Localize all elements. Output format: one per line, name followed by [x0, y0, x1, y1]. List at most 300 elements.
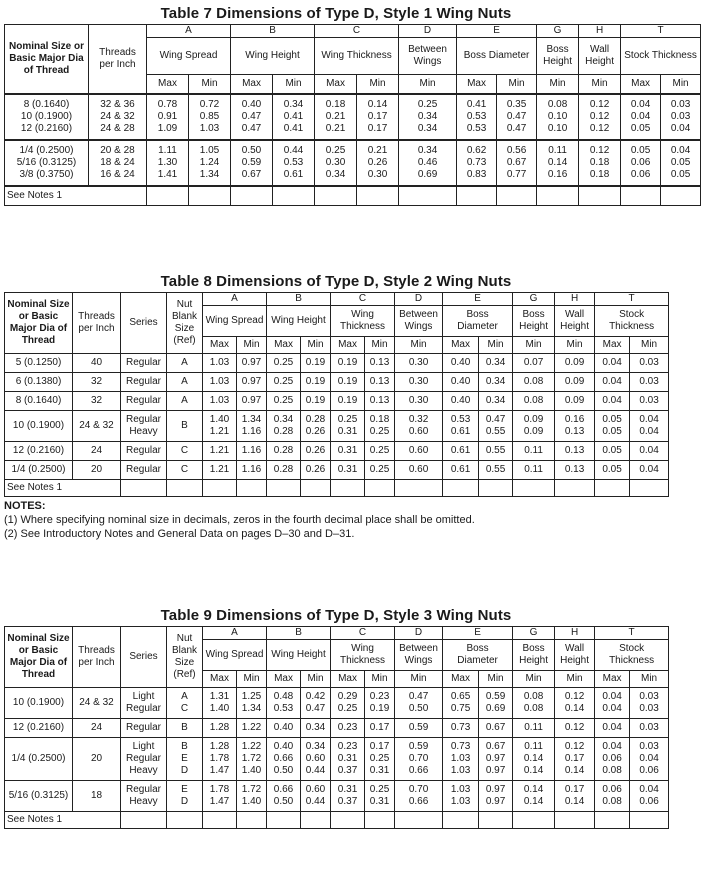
note-1: (1) Where specifying nominal size in decimals, zeros in the fourth decimal place shall be omitted.: [4, 514, 475, 526]
cell-value: 0.34: [325, 169, 346, 180]
table-row: [5, 719, 669, 738]
threads-cell: [89, 140, 147, 186]
dim-cell: 0.04: [630, 442, 669, 461]
dim-cell: 0.73 1.03 1.03: [443, 738, 479, 781]
max-min-label: Max: [267, 337, 301, 354]
empty-cell: [167, 812, 203, 829]
cell-value: 0.47: [241, 111, 262, 122]
dim-cell: 0.34: [479, 354, 513, 373]
dim-cell: 0.40 0.66 0.50: [267, 738, 301, 781]
dim-cell: 0.25: [365, 461, 395, 480]
dim-cell: 1.72 1.40: [237, 781, 267, 812]
dim-cell: 0.47 0.50: [395, 688, 443, 719]
cell-value: 0.34: [417, 123, 438, 134]
dim-cell: 1.40 1.21: [203, 411, 237, 442]
dim-name-1: Wing Height: [267, 640, 331, 671]
cell-value: 0.12: [589, 123, 610, 134]
size-cell: 10 (0.1900): [5, 688, 73, 719]
cell-value: 0.21: [325, 123, 346, 134]
max-min-label: Min: [365, 671, 395, 688]
dim-cell: 0.34 0.28: [267, 411, 301, 442]
dim-cell: 0.03 0.03: [630, 688, 669, 719]
empty-cell: [301, 812, 331, 829]
dim-name-0: Wing Spread: [203, 306, 267, 337]
dim-cell: [457, 140, 497, 186]
empty-cell: [267, 812, 301, 829]
notes-row: [5, 480, 669, 497]
dim-cell: 0.19: [301, 373, 331, 392]
max-min-label: Min: [189, 75, 231, 95]
dim-cell: 0.03: [630, 392, 669, 411]
dim-cell: 0.61: [443, 461, 479, 480]
table-row: [5, 373, 669, 392]
dim-cell: 1.16: [237, 442, 267, 461]
table-row: [5, 354, 669, 373]
dim-name-6: Wall Height: [555, 306, 595, 337]
dim-cell: 0.47 0.55: [479, 411, 513, 442]
dim-cell: 0.13: [365, 354, 395, 373]
size-cell: 1/4 (0.2500): [5, 461, 73, 480]
cell-value: 0.17: [367, 111, 388, 122]
empty-cell: [443, 812, 479, 829]
blank-size-cell: A C: [167, 688, 203, 719]
max-min-label: Max: [231, 75, 273, 95]
cell-value: 0.34: [283, 99, 304, 110]
dim-letter-6: H: [555, 627, 595, 640]
max-min-label: Min: [237, 337, 267, 354]
cell-value: 12 (0.2160): [20, 123, 73, 134]
dim-cell: 0.04: [595, 719, 630, 738]
max-min-label: Min: [301, 671, 331, 688]
max-min-label: Max: [595, 671, 630, 688]
dim-cell: 0.03: [630, 373, 669, 392]
empty-cell: [457, 186, 497, 206]
empty-cell: [661, 186, 701, 206]
blank-size-cell: A: [167, 354, 203, 373]
cell-value: 1.41: [157, 169, 178, 180]
max-min-label: Min: [555, 671, 595, 688]
dim-name-2: Wing Thickness: [331, 640, 395, 671]
dim-cell: 0.60 0.44: [301, 781, 331, 812]
dim-cell: 0.05: [595, 461, 630, 480]
dim-cell: [231, 94, 273, 140]
cell-value: 1.09: [157, 123, 178, 134]
dim-cell: 0.40: [267, 719, 301, 738]
dim-name-3: Between Wings: [395, 640, 443, 671]
cell-value: 0.44: [283, 145, 304, 156]
dim-cell: 0.30: [395, 354, 443, 373]
dim-cell: 0.28: [267, 442, 301, 461]
cell-value: 0.77: [506, 169, 527, 180]
cell-value: 0.35: [506, 99, 527, 110]
empty-cell: [203, 480, 237, 497]
threads-cell: 24 & 32: [73, 411, 121, 442]
empty-cell: [395, 480, 443, 497]
series-cell: Regular: [121, 461, 167, 480]
empty-cell: [203, 812, 237, 829]
dim-cell: 0.08: [513, 373, 555, 392]
dim-cell: 0.48 0.53: [267, 688, 301, 719]
cell-value: 0.04: [670, 123, 691, 134]
notes-row: [5, 812, 669, 829]
dim-cell: [497, 140, 537, 186]
cell-value: 0.12: [589, 145, 610, 156]
dim-cell: 0.25: [267, 373, 301, 392]
cell-value: 1.34: [199, 169, 220, 180]
cell-value: 0.12: [589, 99, 610, 110]
dim-cell: [357, 140, 399, 186]
max-min-label: Min: [661, 75, 701, 95]
dim-letter-0: A: [147, 25, 231, 38]
max-min-label: Max: [203, 337, 237, 354]
cell-value: 0.05: [670, 169, 691, 180]
dim-cell: 0.03 0.04 0.06: [630, 738, 669, 781]
size-cell: 6 (0.1380): [5, 373, 73, 392]
dim-cell: 0.11 0.14 0.14: [513, 738, 555, 781]
dim-cell: 0.34: [479, 392, 513, 411]
cell-value: 10 (0.1900): [20, 111, 73, 122]
series-cell: Regular Heavy: [121, 411, 167, 442]
dim-letter-7: T: [595, 293, 669, 306]
empty-cell: [595, 480, 630, 497]
series-cell: Light Regular Heavy: [121, 738, 167, 781]
dim-cell: [231, 140, 273, 186]
threads-cell: 18: [73, 781, 121, 812]
max-min-label: Min: [399, 75, 457, 95]
dim-cell: [457, 94, 497, 140]
cell-value: 3/8 (0.3750): [19, 169, 74, 180]
dim-cell: 0.08: [513, 392, 555, 411]
size-header: Nominal Size or Basic Major Dia of Thread: [5, 25, 89, 95]
table-9-block: [4, 606, 668, 829]
dim-cell: 0.09: [555, 354, 595, 373]
max-min-label: Min: [579, 75, 621, 95]
dim-cell: 0.04 0.06 0.08: [595, 738, 630, 781]
max-min-label: Max: [315, 75, 357, 95]
size-cell: 5 (0.1250): [5, 354, 73, 373]
cell-value: 0.25: [417, 99, 438, 110]
max-min-label: Min: [479, 337, 513, 354]
dim-cell: 1.22 1.72 1.40: [237, 738, 267, 781]
dim-letter-0: A: [203, 627, 267, 640]
cell-value: 0.11: [548, 145, 567, 156]
dim-name-5: Boss Height: [537, 38, 579, 75]
cell-value: 0.14: [547, 157, 568, 168]
cell-value: 0.61: [283, 169, 304, 180]
empty-cell: [237, 480, 267, 497]
cell-value: 0.59: [241, 157, 262, 168]
dim-cell: [273, 94, 315, 140]
dim-name-7: Stock Thickness: [595, 306, 669, 337]
cell-value: 1.11: [158, 145, 177, 156]
dim-cell: [621, 140, 661, 186]
series-cell: Regular: [121, 373, 167, 392]
cell-value: 0.34: [417, 111, 438, 122]
dim-letter-6: H: [555, 293, 595, 306]
max-min-label: Min: [630, 671, 669, 688]
dim-letter-5: G: [513, 627, 555, 640]
dim-cell: [147, 94, 189, 140]
threads-cell: [89, 94, 147, 140]
see-notes: See Notes 1: [5, 186, 147, 206]
max-min-label: Min: [630, 337, 669, 354]
dim-cell: 0.34 0.60 0.44: [301, 738, 331, 781]
notes-row: [5, 186, 701, 206]
max-min-label: Min: [365, 337, 395, 354]
dim-cell: 0.04 0.04: [595, 688, 630, 719]
cell-value: 0.06: [630, 157, 651, 168]
size-cell: 10 (0.1900): [5, 411, 73, 442]
table-row: [5, 411, 669, 442]
cell-value: 0.12: [589, 111, 610, 122]
dim-cell: 0.67: [479, 719, 513, 738]
dim-cell: 1.03: [203, 392, 237, 411]
dim-cell: 1.21: [203, 461, 237, 480]
dim-cell: 0.25: [267, 354, 301, 373]
max-min-label: Min: [357, 75, 399, 95]
dim-cell: 0.97: [237, 392, 267, 411]
dim-cell: 0.31: [331, 461, 365, 480]
cell-value: 0.83: [466, 169, 487, 180]
dim-cell: 0.23 0.31 0.37: [331, 738, 365, 781]
empty-cell: [537, 186, 579, 206]
empty-cell: [555, 480, 595, 497]
dim-cell: 0.19: [331, 392, 365, 411]
cell-value: 0.73: [466, 157, 487, 168]
cell-value: 0.04: [630, 111, 651, 122]
dim-cell: 0.04: [595, 354, 630, 373]
header-row: [5, 25, 701, 38]
cell-value: 0.67: [506, 157, 527, 168]
dim-cell: [537, 94, 579, 140]
dim-cell: [273, 140, 315, 186]
empty-cell: [365, 812, 395, 829]
blank-size-cell: C: [167, 461, 203, 480]
dim-cell: 0.05 0.05: [595, 411, 630, 442]
dim-cell: 0.25: [365, 442, 395, 461]
table-7: [4, 24, 701, 206]
blank-size-header: Nut Blank Size (Ref): [167, 293, 203, 354]
dim-cell: 0.23: [331, 719, 365, 738]
dim-cell: 0.60: [395, 442, 443, 461]
series-cell: Regular: [121, 719, 167, 738]
table-row: [5, 781, 669, 812]
header-row: [5, 627, 669, 640]
dim-name-4: Boss Diameter: [443, 306, 513, 337]
dim-cell: 0.13: [555, 461, 595, 480]
cell-value: 0.40: [241, 99, 262, 110]
dim-cell: [189, 94, 231, 140]
dim-letter-1: B: [267, 627, 331, 640]
empty-cell: [231, 186, 273, 206]
dim-cell: 1.22: [237, 719, 267, 738]
dim-letter-4: E: [443, 627, 513, 640]
dim-cell: [147, 140, 189, 186]
threads-cell: 32: [73, 392, 121, 411]
cell-value: 0.47: [241, 123, 262, 134]
dim-cell: 0.05: [595, 442, 630, 461]
series-header: Series: [121, 293, 167, 354]
dim-letter-5: G: [537, 25, 579, 38]
blank-size-cell: B: [167, 411, 203, 442]
cell-value: 32 & 36: [100, 99, 135, 110]
max-min-label: Min: [537, 75, 579, 95]
cell-value: 8 (0.1640): [23, 99, 70, 110]
cell-value: 20 & 28: [100, 145, 135, 156]
dim-letter-7: T: [621, 25, 701, 38]
dim-cell: 0.53 0.61: [443, 411, 479, 442]
dim-cell: 0.04: [630, 461, 669, 480]
table-8-block: [4, 272, 668, 541]
empty-cell: [630, 812, 669, 829]
dim-cell: 0.25 0.31: [365, 781, 395, 812]
blank-size-cell: B E D: [167, 738, 203, 781]
dim-cell: 0.67 0.97 0.97: [479, 738, 513, 781]
cell-value: 0.47: [506, 111, 527, 122]
dim-letter-4: E: [443, 293, 513, 306]
dim-cell: 0.13: [555, 442, 595, 461]
table-row: [5, 738, 669, 781]
dim-cell: 0.30: [395, 373, 443, 392]
max-min-label: Min: [513, 337, 555, 354]
series-cell: Regular: [121, 442, 167, 461]
dim-name-3: Between Wings: [395, 306, 443, 337]
empty-cell: [497, 186, 537, 206]
dim-name-5: Boss Height: [513, 640, 555, 671]
header-row: [5, 293, 669, 306]
threads-header: Threads per Inch: [89, 25, 147, 95]
dim-name-0: Wing Spread: [203, 640, 267, 671]
cell-value: 1.05: [199, 145, 220, 156]
dim-cell: 0.61: [443, 442, 479, 461]
dim-cell: 0.06 0.08: [595, 781, 630, 812]
dim-cell: 0.40: [443, 392, 479, 411]
empty-cell: [513, 812, 555, 829]
dim-cell: 0.18 0.25: [365, 411, 395, 442]
dim-cell: 0.19: [331, 373, 365, 392]
table-7-title: Table 7 Dimensions of Type D, Style 1 Wing Nuts: [160, 5, 512, 22]
dim-cell: [579, 94, 621, 140]
dim-cell: 1.21: [203, 442, 237, 461]
cell-value: 0.67: [241, 169, 262, 180]
dim-cell: 0.55: [479, 442, 513, 461]
series-cell: Regular: [121, 392, 167, 411]
series-cell: Regular: [121, 354, 167, 373]
dim-cell: 0.04: [595, 392, 630, 411]
dim-cell: [537, 140, 579, 186]
dim-name-4: Boss Diameter: [443, 640, 513, 671]
threads-cell: 32: [73, 373, 121, 392]
dim-cell: 0.09: [555, 373, 595, 392]
dim-name-6: Wall Height: [555, 640, 595, 671]
dim-cell: 1.31 1.40: [203, 688, 237, 719]
dim-cell: 1.03: [203, 373, 237, 392]
blank-size-cell: B: [167, 719, 203, 738]
cell-value: 0.26: [367, 157, 388, 168]
blank-size-cell: E D: [167, 781, 203, 812]
dim-cell: 1.28 1.78 1.47: [203, 738, 237, 781]
series-header: Series: [121, 627, 167, 688]
dim-name-6: Wall Height: [579, 38, 621, 75]
empty-cell: [189, 186, 231, 206]
max-min-label: Max: [621, 75, 661, 95]
dim-cell: 0.09 0.09: [513, 411, 555, 442]
dim-cell: 0.59: [395, 719, 443, 738]
dim-cell: 0.59 0.70 0.66: [395, 738, 443, 781]
dim-cell: 0.40: [443, 373, 479, 392]
max-min-label: Min: [395, 337, 443, 354]
cell-value: 0.78: [157, 99, 178, 110]
dim-name-0: Wing Spread: [147, 38, 231, 75]
cell-value: 0.53: [466, 111, 487, 122]
max-min-label: Max: [443, 671, 479, 688]
dim-cell: 0.97: [237, 354, 267, 373]
empty-cell: [273, 186, 315, 206]
cell-value: 1.30: [157, 157, 178, 168]
table-8: [4, 292, 669, 497]
note-2: (2) See Introductory Notes and General Data on pages D–30 and D–31.: [4, 528, 355, 540]
dim-cell: 0.97 0.97: [479, 781, 513, 812]
table-row: [5, 442, 669, 461]
max-min-label: Min: [555, 337, 595, 354]
size-cell: 12 (0.2160): [5, 442, 73, 461]
table-row: [5, 140, 701, 186]
see-notes: See Notes 1: [5, 480, 121, 497]
dim-cell: 0.32 0.60: [395, 411, 443, 442]
cell-value: 0.41: [283, 111, 304, 122]
cell-value: 0.91: [157, 111, 178, 122]
dim-cell: 0.19: [301, 392, 331, 411]
dim-cell: 1.78 1.47: [203, 781, 237, 812]
blank-size-cell: C: [167, 442, 203, 461]
max-min-label: Max: [331, 337, 365, 354]
dim-name-7: Stock Thickness: [595, 640, 669, 671]
threads-header: Threads per Inch: [73, 293, 121, 354]
cell-value: 0.06: [630, 169, 651, 180]
threads-cell: 24 & 32: [73, 688, 121, 719]
size-cell: 8 (0.1640): [5, 392, 73, 411]
empty-cell: [357, 186, 399, 206]
cell-value: 0.21: [367, 145, 388, 156]
empty-cell: [331, 480, 365, 497]
dim-cell: 1.34 1.16: [237, 411, 267, 442]
dim-cell: 1.28: [203, 719, 237, 738]
dim-cell: 0.23 0.19: [365, 688, 395, 719]
cell-value: 0.18: [325, 99, 346, 110]
cell-value: 0.50: [241, 145, 262, 156]
dim-cell: 0.59 0.69: [479, 688, 513, 719]
dim-cell: 0.42 0.47: [301, 688, 331, 719]
cell-value: 0.03: [670, 111, 691, 122]
dim-cell: [357, 94, 399, 140]
empty-cell: [595, 812, 630, 829]
empty-cell: [579, 186, 621, 206]
blank-size-cell: A: [167, 373, 203, 392]
cell-value: 0.69: [417, 169, 438, 180]
series-cell: Regular Heavy: [121, 781, 167, 812]
dim-cell: 0.17 0.14: [555, 781, 595, 812]
size-header: Nominal Size or Basic Major Dia of Thread: [5, 293, 73, 354]
max-min-label: Max: [595, 337, 630, 354]
cell-value: 0.30: [325, 157, 346, 168]
dim-name-5: Boss Height: [513, 306, 555, 337]
size-cell: 12 (0.2160): [5, 719, 73, 738]
cell-value: 0.16: [547, 169, 568, 180]
dim-cell: [399, 94, 457, 140]
dim-letter-6: H: [579, 25, 621, 38]
dim-cell: 0.97: [237, 373, 267, 392]
dim-cell: 0.12 0.14: [555, 688, 595, 719]
